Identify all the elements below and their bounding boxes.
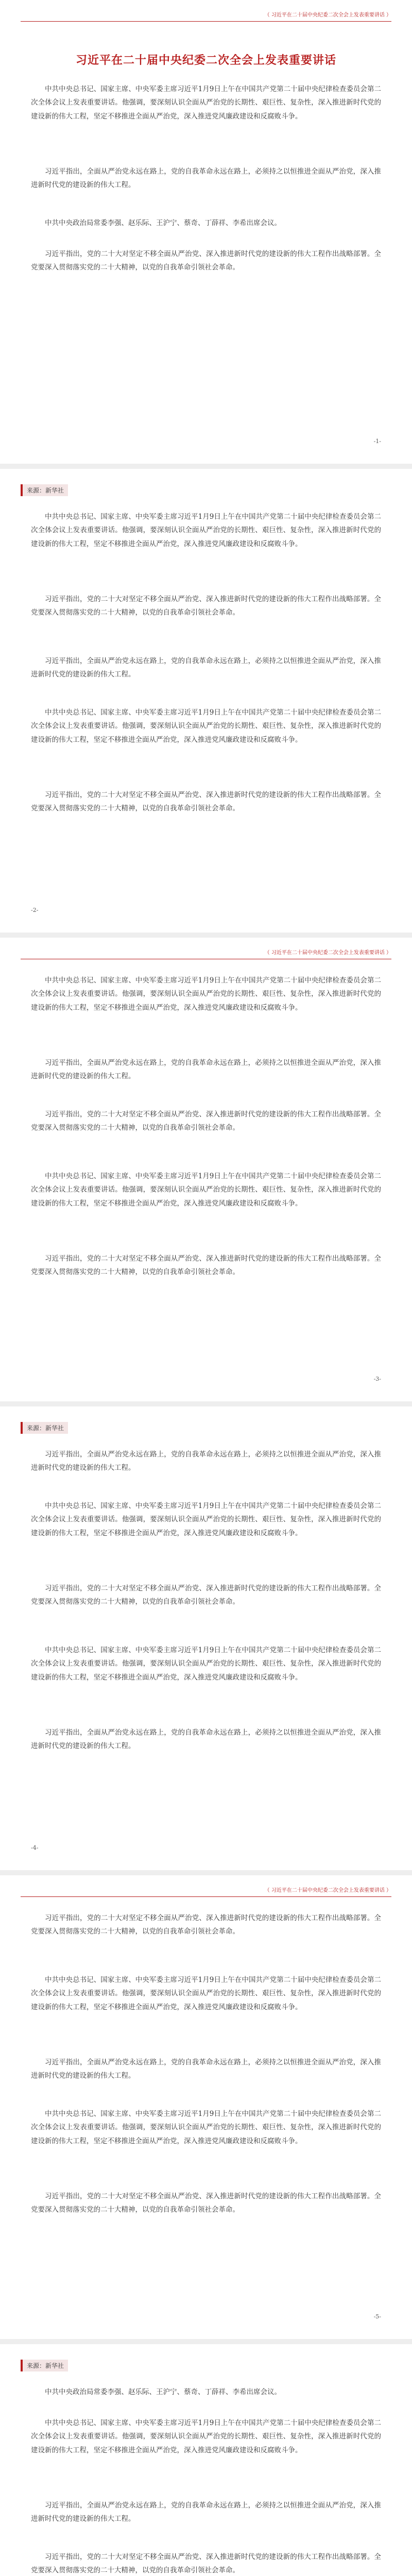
page-number: -5- (373, 2313, 381, 2320)
page-gap (0, 1870, 412, 1875)
paragraph: 中共中央总书记、国家主席、中央军委主席习近平1月9日上午在中国共产党第二十届中央纪律检查委员会第二次全体会议上发表重要讲话。他强调，要深刻认识全面从严治党的长期性、艰巨性、复杂性，深入推进新时代党的建设新的伟大工程，坚定不移推进全面从严治党，深入推进党风廉政建设和反腐败斗争。 (31, 1646, 381, 1682)
page-3 (0, 938, 412, 1401)
paragraph: 习近平指出，全面从严治党永远在路上，党的自我革命永远在路上，必须持之以恒推进全面从严治党，深入推进新时代党的建设新的伟大工程。 (31, 1728, 381, 1751)
paragraph: 习近平指出，全面从严治党永远在路上，党的自我革命永远在路上，必须持之以恒推进全面从严治党，深入推进新时代党的建设新的伟大工程。 (31, 657, 381, 679)
page-number: -4- (31, 1844, 39, 1851)
source-badge: 来源：新华社 (21, 2360, 68, 2371)
paragraph: 中共中央总书记、国家主席、中央军委主席习近平1月9日上午在中国共产党第二十届中央纪律检查委员会第二次全体会议上发表重要讲话。他强调，要深刻认识全面从严治党的长期性、艰巨性、复杂性，深入推进新时代党的建设新的伟大工程，坚定不移推进全面从严治党，深入推进党风廉政建设和反腐败斗争。 (31, 1976, 381, 2011)
paragraph: 习近平指出，党的二十大对坚定不移全面从严治党、深入推进新时代党的建设新的伟大工程作出战略部署。全党要深入贯彻落实党的二十大精神，以党的自我革命引领社会革命。 (31, 1110, 381, 1132)
page-2 (0, 469, 412, 933)
paragraph: 中共中央总书记、国家主席、中央军委主席习近平1月9日上午在中国共产党第二十届中央纪律检查委员会第二次全体会议上发表重要讲话。他强调，要深刻认识全面从严治党的长期性、艰巨性、复杂性，深入推进新时代党的建设新的伟大工程，坚定不移推进全面从严治党，深入推进党风廉政建设和反腐败斗争。 (31, 1502, 381, 1537)
page-4 (0, 1406, 412, 1870)
paragraph: 习近平指出，全面从严治党永远在路上，党的自我革命永远在路上，必须持之以恒推进全面从严治党，深入推进新时代党的建设新的伟大工程。 (31, 167, 381, 190)
paragraph: 习近平指出，党的二十大对坚定不移全面从严治党、深入推进新时代党的建设新的伟大工程作出战略部署。全党要深入贯彻落实党的二十大精神，以党的自我革命引领社会革命。 (31, 791, 381, 813)
paragraph: 中共中央政治局常委李强、赵乐际、王沪宁、蔡奇、丁薛祥、李希出席会议。 (45, 219, 281, 227)
page-number: -2- (31, 907, 39, 913)
paragraph: 中共中央总书记、国家主席、中央军委主席习近平1月9日上午在中国共产党第二十届中央纪律检查委员会第二次全体会议上发表重要讲话。他强调，要深刻认识全面从严治党的长期性、艰巨性、复杂性，深入推进新时代党的建设新的伟大工程，坚定不移推进全面从严治党，深入推进党风廉政建设和反腐败斗争。 (31, 513, 381, 548)
paragraph: 习近平指出，党的二十大对坚定不移全面从严治党、深入推进新时代党的建设新的伟大工程作出战略部署。全党要深入贯彻落实党的二十大精神，以党的自我革命引领社会革命。 (31, 1914, 381, 1936)
paragraph: 中共中央总书记、国家主席、中央军委主席习近平1月9日上午在中国共产党第二十届中央纪律检查委员会第二次全体会议上发表重要讲话。他强调，要深刻认识全面从严治党的长期性、艰巨性、复杂性，深入推进新时代党的建设新的伟大工程，坚定不移推进全面从严治党，深入推进党风廉政建设和反腐败斗争。 (31, 85, 381, 121)
paragraph: 习近平指出，党的二十大对坚定不移全面从严治党、深入推进新时代党的建设新的伟大工程作出战略部署。全党要深入贯彻落实党的二十大精神，以党的自我革命引领社会革命。 (31, 595, 381, 617)
paragraph: 习近平指出，党的二十大对坚定不移全面从严治党、深入推进新时代党的建设新的伟大工程作出战略部署。全党要深入贯彻落实党的二十大精神，以党的自我革命引领社会革命。 (31, 2192, 381, 2214)
doc-title: 习近平在二十届中央纪委二次全会上发表重要讲话 (75, 54, 336, 67)
page-header: （ 习近平在二十届中央纪委二次全会上发表重要讲话 ） (21, 10, 391, 22)
source-badge: 来源：新华社 (21, 1422, 68, 1434)
page-6 (0, 2344, 412, 2576)
paragraph: 习近平指出，全面从严治党永远在路上，党的自我革命永远在路上，必须持之以恒推进全面从严治党，深入推进新时代党的建设新的伟大工程。 (31, 2058, 381, 2080)
paragraph: 中共中央总书记、国家主席、中央军委主席习近平1月9日上午在中国共产党第二十届中央纪律检查委员会第二次全体会议上发表重要讲话。他强调，要深刻认识全面从严治党的长期性、艰巨性、复杂性，深入推进新时代党的建设新的伟大工程，坚定不移推进全面从严治党，深入推进党风廉政建设和反腐败斗争。 (31, 1172, 381, 1208)
page-number: -1- (373, 438, 381, 445)
paragraph: 中共中央总书记、国家主席、中央军委主席习近平1月9日上午在中国共产党第二十届中央纪律检查委员会第二次全体会议上发表重要讲话。他强调，要深刻认识全面从严治党的长期性、艰巨性、复杂性，深入推进新时代党的建设新的伟大工程，坚定不移推进全面从严治党，深入推进党风廉政建设和反腐败斗争。 (31, 976, 381, 1012)
paragraph: 习近平指出，党的二十大对坚定不移全面从严治党、深入推进新时代党的建设新的伟大工程作出战略部署。全党要深入贯彻落实党的二十大精神，以党的自我革命引领社会革命。 (31, 2553, 381, 2575)
paragraph: 中共中央总书记、国家主席、中央军委主席习近平1月9日上午在中国共产党第二十届中央纪律检查委员会第二次全体会议上发表重要讲话。他强调，要深刻认识全面从严治党的长期性、艰巨性、复杂性，深入推进新时代党的建设新的伟大工程，坚定不移推进全面从严治党，深入推进党风廉政建设和反腐败斗争。 (31, 2110, 381, 2145)
page-5 (0, 1875, 412, 2339)
page-gap (0, 1401, 412, 1406)
page-header: （ 习近平在二十届中央纪委二次全会上发表重要讲话 ） (21, 1886, 391, 1897)
paragraph: 习近平指出，全面从严治党永远在路上，党的自我革命永远在路上，必须持之以恒推进全面从严治党，深入推进新时代党的建设新的伟大工程。 (31, 1059, 381, 1081)
paragraph: 习近平指出，全面从严治党永远在路上，党的自我革命永远在路上，必须持之以恒推进全面从严治党，深入推进新时代党的建设新的伟大工程。 (31, 1450, 381, 1472)
paragraph: 中共中央总书记、国家主席、中央军委主席习近平1月9日上午在中国共产党第二十届中央纪律检查委员会第二次全体会议上发表重要讲话。他强调，要深刻认识全面从严治党的长期性、艰巨性、复杂性，深入推进新时代党的建设新的伟大工程，坚定不移推进全面从严治党，深入推进党风廉政建设和反腐败斗争。 (31, 708, 381, 744)
paragraph: 中共中央政治局常委李强、赵乐际、王沪宁、蔡奇、丁薛祥、李希出席会议。 (45, 2388, 281, 2396)
page-gap (0, 933, 412, 938)
page-header: （ 习近平在二十届中央纪委二次全会上发表重要讲话 ） (21, 948, 391, 959)
paragraph: 习近平指出，全面从严治党永远在路上，党的自我革命永远在路上，必须持之以恒推进全面从严治党，深入推进新时代党的建设新的伟大工程。 (31, 2501, 381, 2523)
page-1 (0, 0, 412, 464)
paragraph: 习近平指出，党的二十大对坚定不移全面从严治党、深入推进新时代党的建设新的伟大工程作出战略部署。全党要深入贯彻落实党的二十大精神，以党的自我革命引领社会革命。 (31, 250, 381, 272)
page-gap (0, 2339, 412, 2344)
paragraph: 习近平指出，党的二十大对坚定不移全面从严治党、深入推进新时代党的建设新的伟大工程作出战略部署。全党要深入贯彻落实党的二十大精神，以党的自我革命引领社会革命。 (31, 1255, 381, 1277)
paragraph: 中共中央总书记、国家主席、中央军委主席习近平1月9日上午在中国共产党第二十届中央纪律检查委员会第二次全体会议上发表重要讲话。他强调，要深刻认识全面从严治党的长期性、艰巨性、复杂性，深入推进新时代党的建设新的伟大工程，坚定不移推进全面从严治党，深入推进党风廉政建设和反腐败斗争。 (31, 2419, 381, 2454)
page-gap (0, 464, 412, 469)
page-number: -3- (373, 1376, 381, 1382)
source-badge: 来源：新华社 (21, 484, 68, 496)
paragraph: 习近平指出，党的二十大对坚定不移全面从严治党、深入推进新时代党的建设新的伟大工程作出战略部署。全党要深入贯彻落实党的二十大精神，以党的自我革命引领社会革命。 (31, 1584, 381, 1606)
